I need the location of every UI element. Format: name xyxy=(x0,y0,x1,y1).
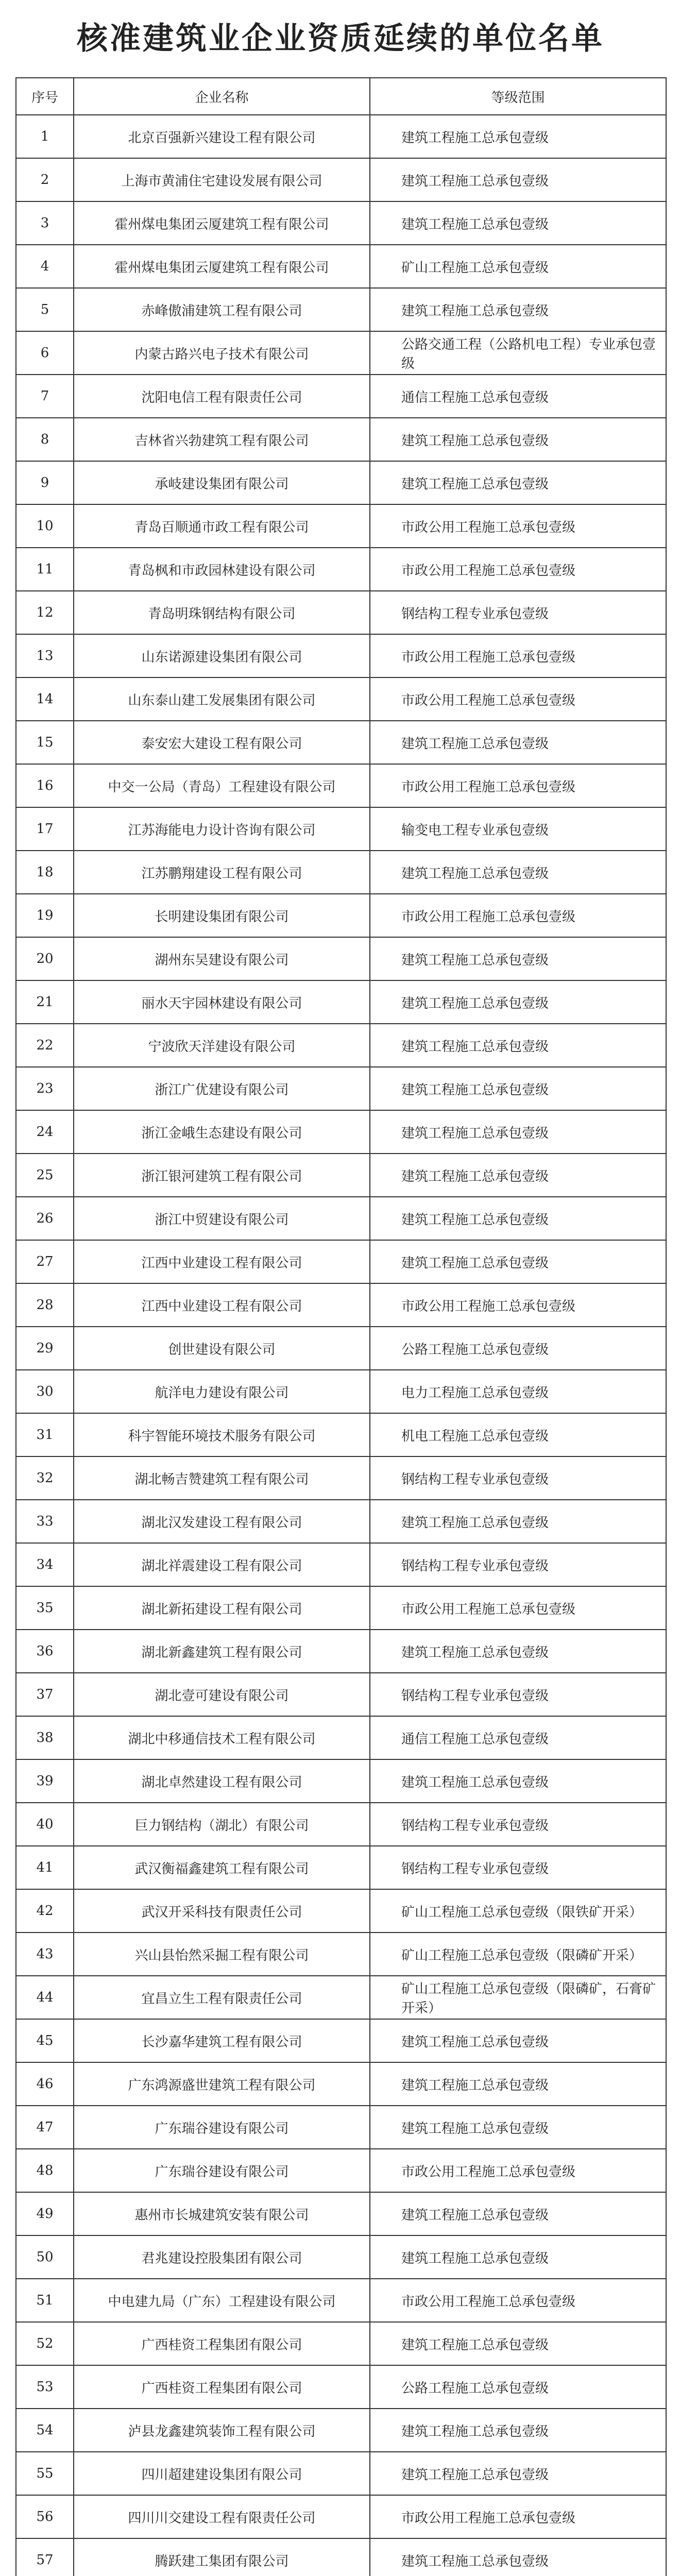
table-row xyxy=(16,2365,666,2409)
table-row xyxy=(16,894,666,937)
row-level: 建筑工程施工总承包壹级 xyxy=(370,1759,666,1803)
row-index: 10 xyxy=(16,504,74,548)
row-level: 建筑工程施工总承包壹级 xyxy=(370,1110,666,1154)
table-row xyxy=(16,980,666,1024)
table-row xyxy=(16,1759,666,1803)
row-company: 霍州煤电集团云厦建筑工程有限公司 xyxy=(74,201,370,245)
row-company: 江苏海能电力设计咨询有限公司 xyxy=(74,807,370,851)
row-index: 50 xyxy=(16,2235,74,2279)
row-company: 创世建设有限公司 xyxy=(74,1327,370,1370)
table-row xyxy=(16,245,666,288)
header-level: 等级范围 xyxy=(370,78,666,115)
row-company: 吉林省兴勃建筑工程有限公司 xyxy=(74,418,370,461)
row-company: 武汉衡福鑫建筑工程有限公司 xyxy=(74,1846,370,1889)
row-level: 公路工程施工总承包壹级 xyxy=(370,2365,666,2409)
table-row xyxy=(16,1889,666,1933)
table-row xyxy=(16,1456,666,1500)
row-level: 公路工程施工总承包壹级 xyxy=(370,1327,666,1370)
row-company: 江西中业建设工程有限公司 xyxy=(74,1283,370,1327)
row-company: 广西桂资工程集团有限公司 xyxy=(74,2365,370,2409)
row-index: 23 xyxy=(16,1067,74,1110)
table-row xyxy=(16,1976,666,2019)
row-company: 长明建设集团有限公司 xyxy=(74,894,370,937)
row-level: 钢结构工程专业承包壹级 xyxy=(370,1803,666,1846)
row-company: 江西中业建设工程有限公司 xyxy=(74,1240,370,1283)
table-row xyxy=(16,1543,666,1586)
row-level: 建筑工程施工总承包壹级 xyxy=(370,2235,666,2279)
row-level: 建筑工程施工总承包壹级 xyxy=(370,2062,666,2106)
row-company: 宜昌立生工程有限责任公司 xyxy=(74,1976,370,2019)
row-index: 21 xyxy=(16,980,74,1024)
row-level: 建筑工程施工总承包壹级 xyxy=(370,937,666,980)
row-company: 上海市黄浦住宅建设发展有限公司 xyxy=(74,158,370,201)
row-index: 40 xyxy=(16,1803,74,1846)
row-level: 电力工程施工总承包壹级 xyxy=(370,1370,666,1413)
row-index: 11 xyxy=(16,548,74,591)
table-row xyxy=(16,418,666,461)
table-row xyxy=(16,1240,666,1283)
row-index: 42 xyxy=(16,1889,74,1933)
table-row xyxy=(16,764,666,807)
row-index: 51 xyxy=(16,2279,74,2322)
row-company: 赤峰傲浦建筑工程有限公司 xyxy=(74,288,370,331)
table-row xyxy=(16,2538,666,2576)
row-company: 江苏鹏翔建设工程有限公司 xyxy=(74,851,370,894)
row-company: 广东瑞谷建设有限公司 xyxy=(74,2149,370,2192)
row-index: 30 xyxy=(16,1370,74,1413)
row-index: 3 xyxy=(16,201,74,245)
row-index: 39 xyxy=(16,1759,74,1803)
row-level: 通信工程施工总承包壹级 xyxy=(370,375,666,418)
row-index: 4 xyxy=(16,245,74,288)
row-level: 建筑工程施工总承包壹级 xyxy=(370,2106,666,2149)
row-company: 中交一公局（青岛）工程建设有限公司 xyxy=(74,764,370,807)
table-row xyxy=(16,2192,666,2235)
table-row xyxy=(16,1500,666,1543)
table-row xyxy=(16,1716,666,1759)
row-company: 青岛明珠钢结构有限公司 xyxy=(74,591,370,634)
row-company: 武汉开采科技有限责任公司 xyxy=(74,1889,370,1933)
table-row xyxy=(16,1586,666,1630)
table-row xyxy=(16,2106,666,2149)
row-company: 广东瑞谷建设有限公司 xyxy=(74,2106,370,2149)
table-row xyxy=(16,1327,666,1370)
row-index: 8 xyxy=(16,418,74,461)
row-company: 湖北祥震建设工程有限公司 xyxy=(74,1543,370,1586)
row-index: 13 xyxy=(16,634,74,677)
row-company: 广西桂资工程集团有限公司 xyxy=(74,2322,370,2365)
table-row xyxy=(16,677,666,721)
row-level: 市政公用工程施工总承包壹级 xyxy=(370,548,666,591)
table-row xyxy=(16,2495,666,2538)
row-company: 浙江中贸建设有限公司 xyxy=(74,1197,370,1240)
table-row xyxy=(16,1024,666,1067)
table-row xyxy=(16,461,666,504)
row-company: 湖北卓然建设工程有限公司 xyxy=(74,1759,370,1803)
table-row xyxy=(16,2322,666,2365)
table-row xyxy=(16,548,666,591)
table-row xyxy=(16,201,666,245)
row-level: 建筑工程施工总承包壹级 xyxy=(370,418,666,461)
row-company: 湖州东吴建设有限公司 xyxy=(74,937,370,980)
row-company: 航洋电力建设有限公司 xyxy=(74,1370,370,1413)
row-company: 中电建九局（广东）工程建设有限公司 xyxy=(74,2279,370,2322)
row-company: 泰安宏大建设工程有限公司 xyxy=(74,721,370,764)
row-level: 建筑工程施工总承包壹级 xyxy=(370,1154,666,1197)
row-company: 泸县龙鑫建筑装饰工程有限公司 xyxy=(74,2409,370,2452)
row-company: 内蒙古路兴电子技术有限公司 xyxy=(74,331,370,375)
row-index: 18 xyxy=(16,851,74,894)
row-level: 矿山工程施工总承包壹级（限磷矿开采） xyxy=(370,1933,666,1976)
row-index: 36 xyxy=(16,1630,74,1673)
table-row xyxy=(16,634,666,677)
table-row xyxy=(16,1067,666,1110)
row-level: 建筑工程施工总承包壹级 xyxy=(370,721,666,764)
header-company: 企业名称 xyxy=(74,78,370,115)
table-row xyxy=(16,288,666,331)
row-level: 市政公用工程施工总承包壹级 xyxy=(370,504,666,548)
row-level: 建筑工程施工总承包壹级 xyxy=(370,2192,666,2235)
row-index: 29 xyxy=(16,1327,74,1370)
table-row xyxy=(16,1846,666,1889)
row-company: 惠州市长城建筑安装有限公司 xyxy=(74,2192,370,2235)
row-level: 建筑工程施工总承包壹级 xyxy=(370,2019,666,2062)
row-company: 宁波欣天洋建设有限公司 xyxy=(74,1024,370,1067)
row-index: 15 xyxy=(16,721,74,764)
row-company: 长沙嘉华建筑工程有限公司 xyxy=(74,2019,370,2062)
row-index: 19 xyxy=(16,894,74,937)
table-row xyxy=(16,1110,666,1154)
row-index: 32 xyxy=(16,1456,74,1500)
company-table xyxy=(15,77,667,2576)
row-level: 市政公用工程施工总承包壹级 xyxy=(370,1283,666,1327)
row-level: 市政公用工程施工总承包壹级 xyxy=(370,2149,666,2192)
row-level: 建筑工程施工总承包壹级 xyxy=(370,2538,666,2576)
table-row xyxy=(16,158,666,201)
row-index: 48 xyxy=(16,2149,74,2192)
table-row xyxy=(16,1630,666,1673)
row-index: 9 xyxy=(16,461,74,504)
table-row xyxy=(16,2019,666,2062)
row-company: 霍州煤电集团云厦建筑工程有限公司 xyxy=(74,245,370,288)
row-index: 41 xyxy=(16,1846,74,1889)
row-level: 建筑工程施工总承包壹级 xyxy=(370,2409,666,2452)
row-index: 33 xyxy=(16,1500,74,1543)
row-level: 钢结构工程专业承包壹级 xyxy=(370,1846,666,1889)
row-index: 17 xyxy=(16,807,74,851)
table-row xyxy=(16,2149,666,2192)
row-level: 机电工程施工总承包壹级 xyxy=(370,1413,666,1456)
row-level: 建筑工程施工总承包壹级 xyxy=(370,461,666,504)
table-row xyxy=(16,2452,666,2495)
row-index: 34 xyxy=(16,1543,74,1586)
row-company: 山东泰山建工发展集团有限公司 xyxy=(74,677,370,721)
row-index: 12 xyxy=(16,591,74,634)
row-company: 浙江广优建设有限公司 xyxy=(74,1067,370,1110)
row-company: 浙江金峨生态建设有限公司 xyxy=(74,1110,370,1154)
row-company: 丽水天宇园林建设有限公司 xyxy=(74,980,370,1024)
row-index: 57 xyxy=(16,2538,74,2576)
row-level: 市政公用工程施工总承包壹级 xyxy=(370,634,666,677)
row-level: 建筑工程施工总承包壹级 xyxy=(370,1500,666,1543)
row-company: 湖北中移通信技术工程有限公司 xyxy=(74,1716,370,1759)
row-level: 建筑工程施工总承包壹级 xyxy=(370,2452,666,2495)
row-level: 市政公用工程施工总承包壹级 xyxy=(370,894,666,937)
row-level: 输变电工程专业承包壹级 xyxy=(370,807,666,851)
row-level: 建筑工程施工总承包壹级 xyxy=(370,158,666,201)
row-company: 山东诺源建设集团有限公司 xyxy=(74,634,370,677)
row-level: 建筑工程施工总承包壹级 xyxy=(370,1240,666,1283)
row-index: 53 xyxy=(16,2365,74,2409)
row-level: 建筑工程施工总承包壹级 xyxy=(370,2322,666,2365)
table-row xyxy=(16,1154,666,1197)
table-row xyxy=(16,115,666,158)
row-index: 28 xyxy=(16,1283,74,1327)
row-level: 钢结构工程专业承包壹级 xyxy=(370,591,666,634)
row-index: 49 xyxy=(16,2192,74,2235)
row-index: 38 xyxy=(16,1716,74,1759)
row-company: 沈阳电信工程有限责任公司 xyxy=(74,375,370,418)
row-level: 通信工程施工总承包壹级 xyxy=(370,1716,666,1759)
row-level: 钢结构工程专业承包壹级 xyxy=(370,1456,666,1500)
row-index: 7 xyxy=(16,375,74,418)
row-index: 47 xyxy=(16,2106,74,2149)
row-index: 22 xyxy=(16,1024,74,1067)
header-index: 序号 xyxy=(16,78,74,115)
table-row xyxy=(16,937,666,980)
row-company: 青岛百顺通市政工程有限公司 xyxy=(74,504,370,548)
table-row xyxy=(16,1413,666,1456)
table-row xyxy=(16,2279,666,2322)
row-level: 建筑工程施工总承包壹级 xyxy=(370,115,666,158)
table-row xyxy=(16,1370,666,1413)
row-level: 建筑工程施工总承包壹级 xyxy=(370,1197,666,1240)
table-row xyxy=(16,331,666,375)
row-company: 湖北汉发建设工程有限公司 xyxy=(74,1500,370,1543)
row-level: 建筑工程施工总承包壹级 xyxy=(370,851,666,894)
row-level: 建筑工程施工总承包壹级 xyxy=(370,1024,666,1067)
table-row xyxy=(16,2062,666,2106)
page-title: 核准建筑业企业资质延续的单位名单 xyxy=(77,21,604,57)
row-level: 建筑工程施工总承包壹级 xyxy=(370,1630,666,1673)
row-index: 20 xyxy=(16,937,74,980)
table-row xyxy=(16,375,666,418)
row-index: 5 xyxy=(16,288,74,331)
row-company: 湖北畅吉赞建筑工程有限公司 xyxy=(74,1456,370,1500)
table-row xyxy=(16,1933,666,1976)
row-level: 建筑工程施工总承包壹级 xyxy=(370,980,666,1024)
row-company: 湖北新鑫建筑工程有限公司 xyxy=(74,1630,370,1673)
row-company: 兴山县怡然采掘工程有限公司 xyxy=(74,1933,370,1976)
table-row xyxy=(16,2409,666,2452)
row-company: 君兆建设控股集团有限公司 xyxy=(74,2235,370,2279)
table-header-row xyxy=(16,78,666,115)
row-company: 四川超建建设集团有限公司 xyxy=(74,2452,370,2495)
row-level: 市政公用工程施工总承包壹级 xyxy=(370,764,666,807)
row-level: 建筑工程施工总承包壹级 xyxy=(370,288,666,331)
row-level: 建筑工程施工总承包壹级 xyxy=(370,1067,666,1110)
table-row xyxy=(16,1197,666,1240)
row-index: 56 xyxy=(16,2495,74,2538)
row-index: 27 xyxy=(16,1240,74,1283)
document xyxy=(15,0,666,2576)
row-level: 市政公用工程施工总承包壹级 xyxy=(370,2495,666,2538)
row-index: 46 xyxy=(16,2062,74,2106)
row-index: 31 xyxy=(16,1413,74,1456)
row-index: 44 xyxy=(16,1976,74,2019)
table-row xyxy=(16,504,666,548)
row-index: 26 xyxy=(16,1197,74,1240)
row-index: 43 xyxy=(16,1933,74,1976)
row-index: 35 xyxy=(16,1586,74,1630)
row-index: 1 xyxy=(16,115,74,158)
row-index: 14 xyxy=(16,677,74,721)
row-level: 公路交通工程（公路机电工程）专业承包壹级 xyxy=(370,331,666,375)
row-company: 科宇智能环境技术服务有限公司 xyxy=(74,1413,370,1456)
row-level: 市政公用工程施工总承包壹级 xyxy=(370,677,666,721)
table-row xyxy=(16,1283,666,1327)
row-company: 承岐建设集团有限公司 xyxy=(74,461,370,504)
row-level: 市政公用工程施工总承包壹级 xyxy=(370,1586,666,1630)
row-level: 矿山工程施工总承包壹级（限铁矿开采） xyxy=(370,1889,666,1933)
row-company: 四川川交建设工程有限责任公司 xyxy=(74,2495,370,2538)
row-company: 巨力钢结构（湖北）有限公司 xyxy=(74,1803,370,1846)
row-level: 钢结构工程专业承包壹级 xyxy=(370,1543,666,1586)
row-index: 55 xyxy=(16,2452,74,2495)
row-index: 2 xyxy=(16,158,74,201)
table-row xyxy=(16,2235,666,2279)
table-row xyxy=(16,1803,666,1846)
table-row xyxy=(16,1673,666,1716)
row-level: 钢结构工程专业承包壹级 xyxy=(370,1673,666,1716)
table-row xyxy=(16,851,666,894)
row-index: 25 xyxy=(16,1154,74,1197)
row-company: 湖北新拓建设工程有限公司 xyxy=(74,1586,370,1630)
row-company: 湖北壹可建设有限公司 xyxy=(74,1673,370,1716)
row-level: 矿山工程施工总承包壹级（限磷矿，石膏矿开采） xyxy=(370,1976,666,2019)
table-body xyxy=(16,115,666,2576)
row-index: 6 xyxy=(16,331,74,375)
row-company: 广东鸿源盛世建筑工程有限公司 xyxy=(74,2062,370,2106)
row-company: 青岛枫和市政园林建设有限公司 xyxy=(74,548,370,591)
row-index: 54 xyxy=(16,2409,74,2452)
row-index: 45 xyxy=(16,2019,74,2062)
table-row xyxy=(16,807,666,851)
row-index: 24 xyxy=(16,1110,74,1154)
row-company: 北京百强新兴建设工程有限公司 xyxy=(74,115,370,158)
row-index: 37 xyxy=(16,1673,74,1716)
row-level: 市政公用工程施工总承包壹级 xyxy=(370,2279,666,2322)
table-row xyxy=(16,721,666,764)
row-company: 腾跃建工集团有限公司 xyxy=(74,2538,370,2576)
row-company: 浙江银河建筑工程有限公司 xyxy=(74,1154,370,1197)
row-index: 52 xyxy=(16,2322,74,2365)
row-index: 16 xyxy=(16,764,74,807)
table-row xyxy=(16,591,666,634)
row-level: 建筑工程施工总承包壹级 xyxy=(370,201,666,245)
row-level: 矿山工程施工总承包壹级 xyxy=(370,245,666,288)
